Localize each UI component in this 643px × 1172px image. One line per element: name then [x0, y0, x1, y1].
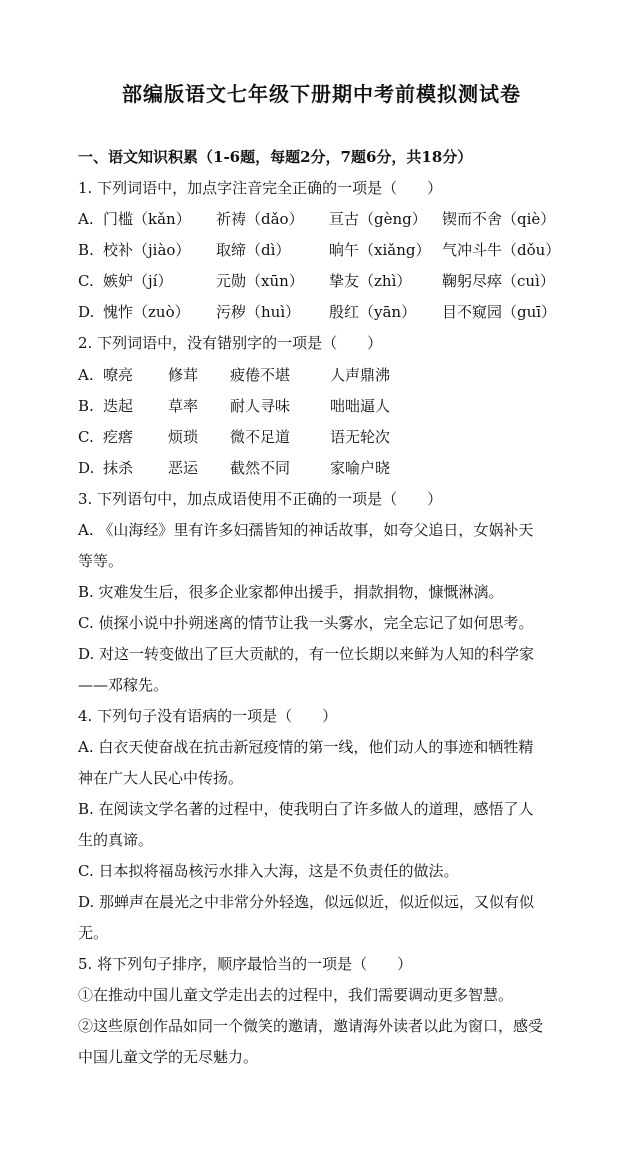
- option-label: B.: [78, 397, 94, 415]
- option-item: 锲而不舍（qiè）: [442, 210, 556, 228]
- q3-option-a: A. 《山海经》里有许多妇孺皆知的神话故事，如夸父追日，女娲补天: [78, 521, 534, 539]
- option-item: 门槛（kǎn）: [103, 210, 191, 228]
- option-item: 元勋（xūn）: [216, 272, 304, 290]
- option-item: 目不窥园（guī）: [442, 303, 557, 321]
- q4-option-a: A. 白衣天使奋战在抗击新冠疫情的第一线，他们动人的事迹和牺牲精: [78, 738, 534, 756]
- option-item: 耐人寻味: [230, 397, 291, 415]
- option-label: D.: [78, 459, 95, 477]
- question-1-stem: 1. 下列词语中，加点字注音完全正确的一项是（ ）: [78, 179, 443, 197]
- q4-option-d-cont: 无。: [78, 924, 109, 942]
- option-item: 殷红（yān）: [329, 303, 417, 321]
- option-label: D.: [78, 303, 95, 321]
- option-item: 挚友（zhì）: [329, 272, 412, 290]
- q1-option-a: [78, 210, 578, 228]
- q2-option-a: [78, 366, 578, 384]
- section-heading: 一、语文知识积累（1-6题，每题2分，7题6分，共18分）: [78, 148, 473, 166]
- option-item: 污秽（huì）: [216, 303, 301, 321]
- page-title: 部编版语文七年级下册期中考前模拟测试卷: [122, 82, 521, 106]
- q2-option-c: [78, 428, 578, 446]
- option-item: 人声鼎沸: [330, 366, 391, 384]
- option-item: 恶运: [168, 459, 199, 477]
- q3-option-d: D. 对这一转变做出了巨大贡献的，有一位长期以来鲜为人知的科学家: [78, 645, 535, 663]
- q3-option-b: B. 灾难发生后，很多企业家都伸出援手，捐款捐物，慷慨淋漓。: [78, 583, 504, 601]
- option-item: 嫉妒（jí）: [103, 272, 173, 290]
- option-item: 气冲斗牛（dǒu）: [442, 241, 561, 259]
- option-item: 草率: [168, 397, 199, 415]
- option-item: 嘹亮: [103, 366, 134, 384]
- option-item: 疲倦不堪: [230, 366, 291, 384]
- question-4-stem: 4. 下列句子没有语病的一项是（ ）: [78, 707, 338, 725]
- option-item: 祈祷（dǎo）: [216, 210, 304, 228]
- q2-option-d: [78, 459, 578, 477]
- option-item: 修茸: [168, 366, 199, 384]
- option-item: 截然不同: [230, 459, 291, 477]
- q5-sentence-2: ②这些原创作品如同一个微笑的邀请，邀请海外读者以此为窗口，感受: [78, 1017, 544, 1035]
- q1-option-d: [78, 303, 578, 321]
- q4-option-b: B. 在阅读文学名著的过程中，使我明白了许多做人的道理，感悟了人: [78, 800, 534, 818]
- q1-option-b: [78, 241, 578, 259]
- q3-option-a-cont: 等等。: [78, 552, 124, 570]
- q2-option-b: [78, 397, 578, 415]
- option-item: 咄咄逼人: [330, 397, 391, 415]
- option-label: C.: [78, 272, 94, 290]
- option-label: A.: [78, 366, 94, 384]
- option-item: 校补（jiào）: [103, 241, 191, 259]
- option-item: 愧怍（zuò）: [103, 303, 190, 321]
- q4-option-b-cont: 生的真谛。: [78, 831, 154, 849]
- q3-option-d-cont: ——邓稼先。: [78, 676, 169, 694]
- option-item: 晌午（xiǎng）: [329, 241, 431, 259]
- option-label: A.: [78, 210, 94, 228]
- option-item: 迭起: [103, 397, 134, 415]
- question-2-stem: 2. 下列词语中，没有错别字的一项是（ ）: [78, 334, 383, 352]
- option-item: 抹杀: [103, 459, 134, 477]
- option-item: 疙瘩: [103, 428, 134, 446]
- option-item: 微不足道: [230, 428, 291, 446]
- option-item: 语无轮次: [330, 428, 391, 446]
- q5-sentence-1: ①在推动中国儿童文学走出去的过程中，我们需要调动更多智慧。: [78, 986, 514, 1004]
- option-label: B.: [78, 241, 94, 259]
- option-item: 烦琐: [168, 428, 199, 446]
- q1-option-c: [78, 272, 578, 290]
- option-label: C.: [78, 428, 94, 446]
- option-item: 亘古（gèng）: [329, 210, 427, 228]
- q4-option-d: D. 那蝉声在晨光之中非常分外轻逸，似远似近，似近似远，又似有似: [78, 893, 535, 911]
- option-item: 取缔（dì）: [216, 241, 291, 259]
- q3-option-c: C. 侦探小说中扑朔迷离的情节让我一头雾水，完全忘记了如何思考。: [78, 614, 534, 632]
- option-item: 家喻户晓: [330, 459, 391, 477]
- q4-option-c: C. 日本拟将福岛核污水排入大海，这是不负责任的做法。: [78, 862, 459, 880]
- question-5-stem: 5. 将下列句子排序，顺序最恰当的一项是（ ）: [78, 955, 413, 973]
- q5-sentence-2-cont: 中国儿童文学的无尽魅力。: [78, 1048, 259, 1066]
- q4-option-a-cont: 神在广大人民心中传扬。: [78, 769, 244, 787]
- option-item: 鞠躬尽瘁（cuì）: [442, 272, 555, 290]
- question-3-stem: 3. 下列语句中，加点成语使用不正确的一项是（ ）: [78, 490, 443, 508]
